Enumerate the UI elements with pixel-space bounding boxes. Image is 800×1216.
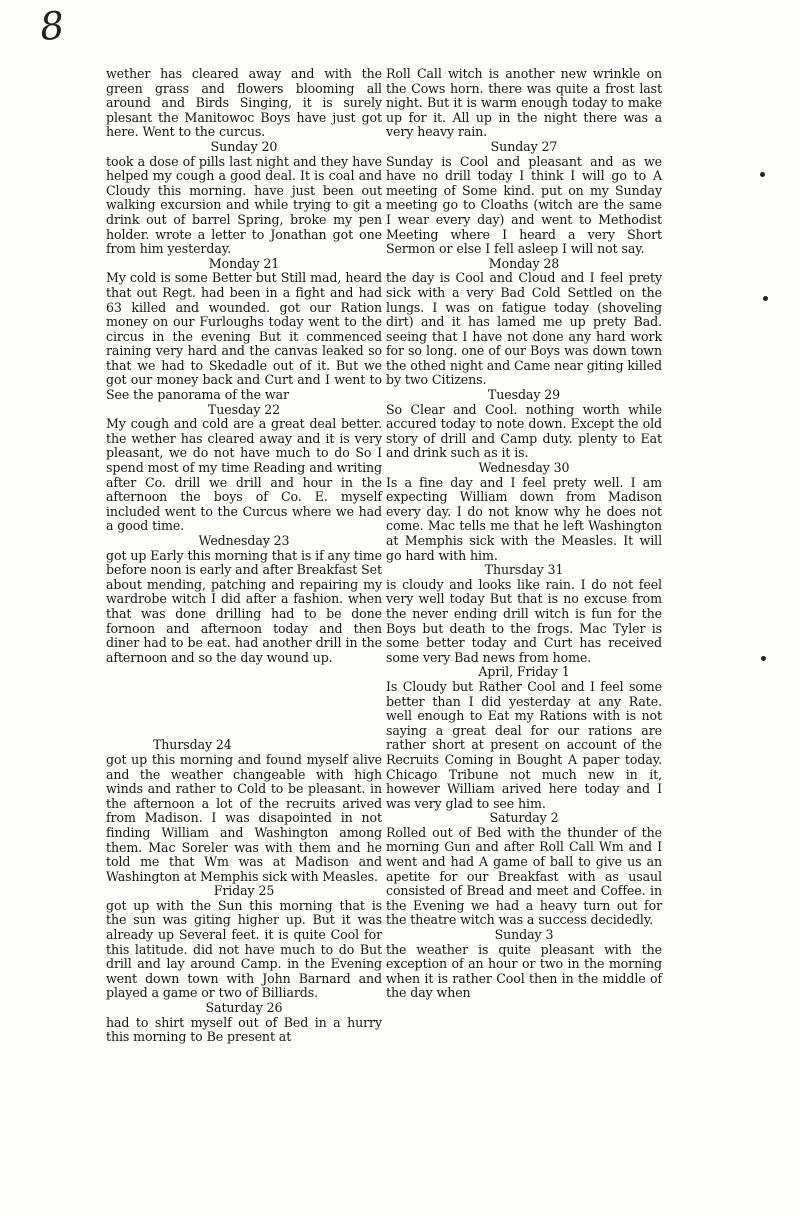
left-column <box>106 67 382 1045</box>
entry-paragraph: had to shirt myself out of Bed in a hurry this morning to Be present at <box>106 1014 382 1045</box>
entry-paragraph: wether has cleared away and with the green grass and flowers blooming all around and Birds Singing, it is surely plesant the Manitowoc Boys have just got here. Went to the curcus. <box>106 66 382 140</box>
entry-date-heading: Wednesday 30 <box>478 460 570 476</box>
entry-paragraph: Is Cloudy but Rather Cool and I feel some better than I did yesterday at any Rate. well enough to Eat my Rations with is not saying a great deal for our rations are rather short at present on account of the Recruits Coming in Bought A paper today. Chicago Tribune not much new in it, however William arived here today and I was very glad to see him. <box>386 678 662 811</box>
entry-date-heading: Friday 25 <box>213 883 275 899</box>
entry-date-heading: Sunday 3 <box>494 927 554 943</box>
entry-date-heading: Thursday 24 <box>153 737 232 753</box>
entry-paragraph: is cloudy and looks like rain. I do not feel very well today But that is no excuse from the never ending drill witch is fun for the Boys but death to the frogs. Mac Tyler is some better today and Curt has received some very Bad news from home. <box>386 576 662 665</box>
margin-mark <box>761 656 766 661</box>
entry-date-heading: Sunday 27 <box>490 138 558 154</box>
entry-date-heading: Monday 21 <box>208 255 280 271</box>
entry-paragraph: My cough and cold are a great deal better. the wether has cleared away and it is very pleasant, we do not have much to do So I spend most of my time Reading and writing after Co. drill we drill and hour in the afternoon the boys of Co. E. myself included went to the Curcus where we had a good time. <box>106 416 382 534</box>
entry-date-heading: Thursday 31 <box>484 562 564 578</box>
entry-paragraph: got up with the Sun this morning that is the sun was giting higher up. But it was already up Several feet. it is quite Cool for this latitude. did not have much to do But drill and lay around Camp. in the Evening went down town with John Barnard and played a game or two of Billiards. <box>106 897 382 1001</box>
entry-paragraph: Is a fine day and I feel prety well. I am expecting William down from Madison every day. I do not know why he does not come. Mac tells me that he left Washington at Memphis sick with the Measles. It will go hard with him. <box>386 474 662 563</box>
entry-paragraph: So Clear and Cool. nothing worth while accured today to note down. Except the old story of drill and Camp duty. plenty to Eat and drink such as it is. <box>386 401 662 461</box>
page-number: 8 <box>37 2 67 50</box>
column-gap <box>106 665 382 738</box>
margin-mark <box>760 172 765 177</box>
margin-mark <box>763 296 768 301</box>
entry-date-heading: Monday 28 <box>488 255 560 271</box>
entry-date-heading: Wednesday 23 <box>198 533 290 548</box>
entry-date-heading: Sunday 20 <box>210 138 278 154</box>
entry-date-heading: Tuesday 29 <box>487 387 561 403</box>
entry-paragraph: Rolled out of Bed with the thunder of the morning Gun and after Roll Call Wm and I went and had A game of ball to give us an apetite for our Breakfast with as usaul consisted of Bread and meet and Coffee. in the Evening we had a heavy turn out for the theatre witch was a success decidedly. <box>386 824 662 928</box>
entry-paragraph: got up this morning and found myself alive and the weather changeable with high winds and rather to Cold to be pleasant. in the afternoon a lot of the recruits arived from Madison. I was disapointed in not finding William and Washington among them. Mac Soreler was with them and he told me that Wm was at Madison and Washington at Memphis sick with Measles. <box>106 751 382 884</box>
entry-paragraph: Sunday is Cool and pleasant and as we have no drill today I think I will go to A meeting of Some kind. put on my Sunday meeting go to Cloaths (witch are the same I wear every day) and went to Methodist Meeting where I heard a very Short Sermon or else I fell asleep I will not say. <box>386 153 662 257</box>
right-column <box>386 67 662 1001</box>
entry-date-heading: Tuesday 22 <box>207 401 281 417</box>
entry-date-heading: Saturday 26 <box>205 1000 283 1016</box>
entry-paragraph: My cold is some Better but Still mad, heard that out Regt. had been in a fight and had 63 killed and wounded. got our Ration money on our Furloughs today went to the circus in the evening But it commenced raining very hard and the canvas leaked so that we had to Skedadle out of it. But we got our money back and Curt and I went to See the panorama of the war <box>106 270 382 403</box>
entry-paragraph: took a dose of pills last night and they have helped my cough a good deal. It is coal and Cloudy this morning. have just been out walking excursion and while trying to git a drink out of barrel Spring, broke my pen holder. wrote a letter to Jonathan got one from him yesterday. <box>106 153 382 257</box>
entry-date-heading: Saturday 2 <box>489 810 559 826</box>
entry-paragraph: Roll Call witch is another new wrinkle on the Cows horn. there was quite a frost last night. But it is warm enough today to make up for it. All up in the night there was a very heavy rain. <box>386 66 662 140</box>
entry-date-heading: April, Friday 1 <box>478 664 570 680</box>
entry-paragraph: the day is Cool and Cloud and I feel prety sick with a very Bad Cold Settled on the lungs. I was on fatigue today (shoveling dirt) and it has lamed me up prety Bad. seeing that I have not done any hard work for so long. one of our Boys was down town the othed night and Came near giting killed by two Citizens. <box>386 270 662 388</box>
entry-paragraph: got up Early this morning that is if any time before noon is early and after Breakfast Set about mending, patching and repairing my wardrobe witch I did after a fashion. when that was done drilling had to be done fornoon and afternoon today and then diner had to be eat. had another drill in the afternoon and so the day wound up. <box>106 547 382 665</box>
entry-paragraph: the weather is quite pleasant with the exception of an hour or two in the morning when it is rather Cool then in the middle of the day when <box>386 941 662 1001</box>
